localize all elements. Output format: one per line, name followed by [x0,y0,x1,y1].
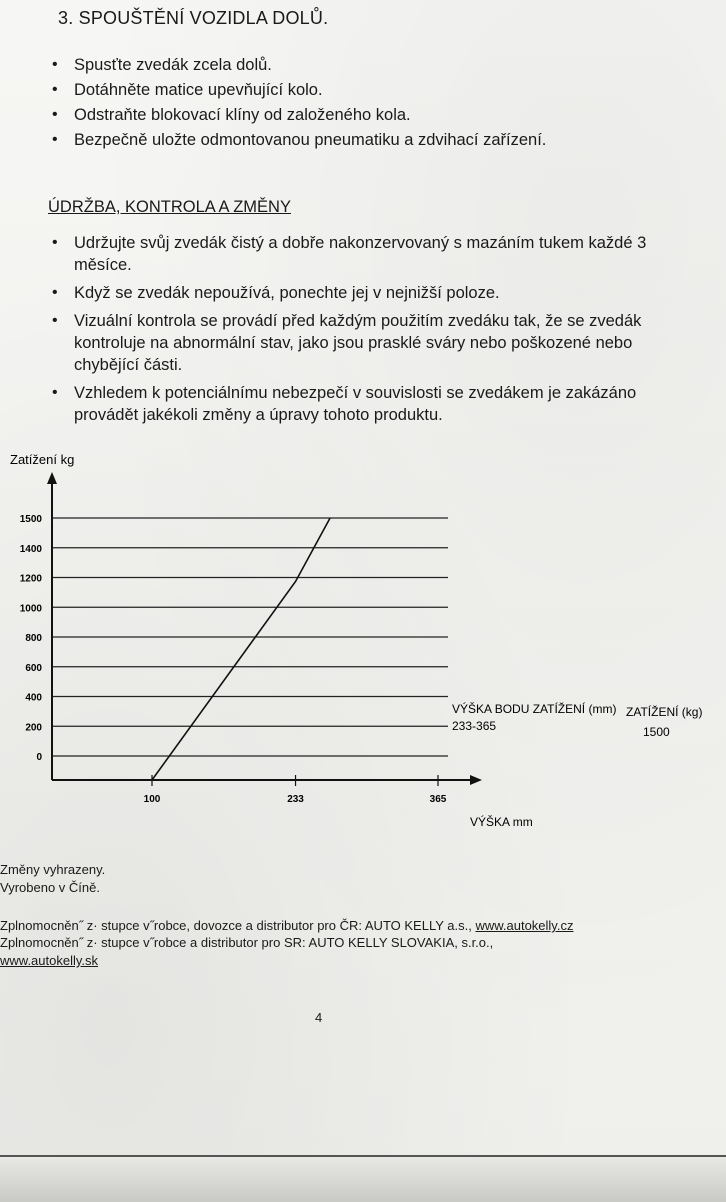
y-tick-label: 800 [25,633,42,644]
x-axis-arrow [470,775,482,785]
authorized-representative-sk: Zplnomocněn˝ z· stupce v˝robce a distributor pro SR: AUTO KELLY SLOVAKIA, s.r.o., [0,935,494,950]
y-tick-label: 1500 [19,514,42,525]
spec-header-height: VÝŠKA BODU ZATÍŽENÍ (mm) [452,702,617,716]
y-tick-label: 0 [36,752,42,763]
y-tick-label: 1400 [19,543,42,555]
spec-value-height: 233-365 [452,719,497,733]
changes-reserved-note: Změny vyhrazeny. [0,862,106,877]
list-item: • Vizuální kontrola se provádí před každým použitím zvedáku tak, že se zvedák kontroluje na abnormální stav, jako jsou prasklé sváry nebo poškozené nebo chybějící části. [52,310,692,376]
list-item: • Dotáhněte matice upevňující kolo. [52,79,692,101]
lowering-steps-list [52,54,692,154]
load-curve-line [152,518,330,780]
section-heading-lowering: 3. SPOUŠTĚNÍ VOZIDLA DOLŮ. [58,8,329,28]
y-tick-label: 400 [25,692,42,704]
x-axis-label: VÝŠKA mm [470,815,533,829]
x-tick-label: 365 [429,794,447,805]
x-tick-label: 233 [287,794,304,805]
page-number: 4 [315,1010,323,1025]
list-item: • Udržujte svůj zvedák čistý a dobře nakonzervovaný s mazáním tukem každé 3 měsíce. [52,232,692,276]
autokelly-cz-link[interactable]: www.autokelly.cz [475,918,574,933]
list-item: • Když se zvedák nepoužívá, ponechte jej v nejnižší poloze. [52,282,692,304]
list-item: • Vzhledem k potenciálnímu nebezpečí v souvislosti se zvedákem je zakázáno provádět jakékoli změny a úpravy tohoto produktu. [52,382,692,426]
gridlines [52,518,448,756]
list-item: • Spusťte zvedák zcela dolů. [52,54,692,76]
y-tick-labels [20,514,43,763]
x-tick-label: 100 [143,794,161,805]
y-tick-label: 1000 [19,603,42,615]
chart-svg [0,450,726,840]
spec-value-load: 1500 [643,725,670,739]
y-tick-label: 600 [25,662,42,674]
load-height-chart [0,450,726,840]
auth-cz-text: Zplnomocněn˝ z· stupce v˝robce, dovozce a distributor pro ČR: AUTO KELLY a.s., [0,918,476,933]
section-heading-maintenance: ÚDRŽBA, KONTROLA A ZMĚNY [48,198,291,216]
y-tick-label: 200 [25,722,42,734]
spec-header-load: ZATÍŽENÍ (kg) [626,705,703,719]
autokelly-sk-link[interactable]: www.autokelly.sk [0,953,99,968]
authorized-representative-cz [0,918,573,933]
made-in-note: Vyrobeno v Číně. [0,880,100,895]
maintenance-list [52,232,692,432]
y-axis-arrow [47,472,57,484]
y-tick-label: 1200 [19,573,42,585]
autokelly-sk-link-line [0,953,98,968]
list-item: • Odstraňte blokovací klíny od založeného kola. [52,104,692,126]
y-axis-label: Zatížení kg [10,452,75,467]
paper-fold-edge [0,1155,726,1202]
list-item: • Bezpečně uložte odmontovanou pneumatiku a zdvihací zařízení. [52,129,692,151]
